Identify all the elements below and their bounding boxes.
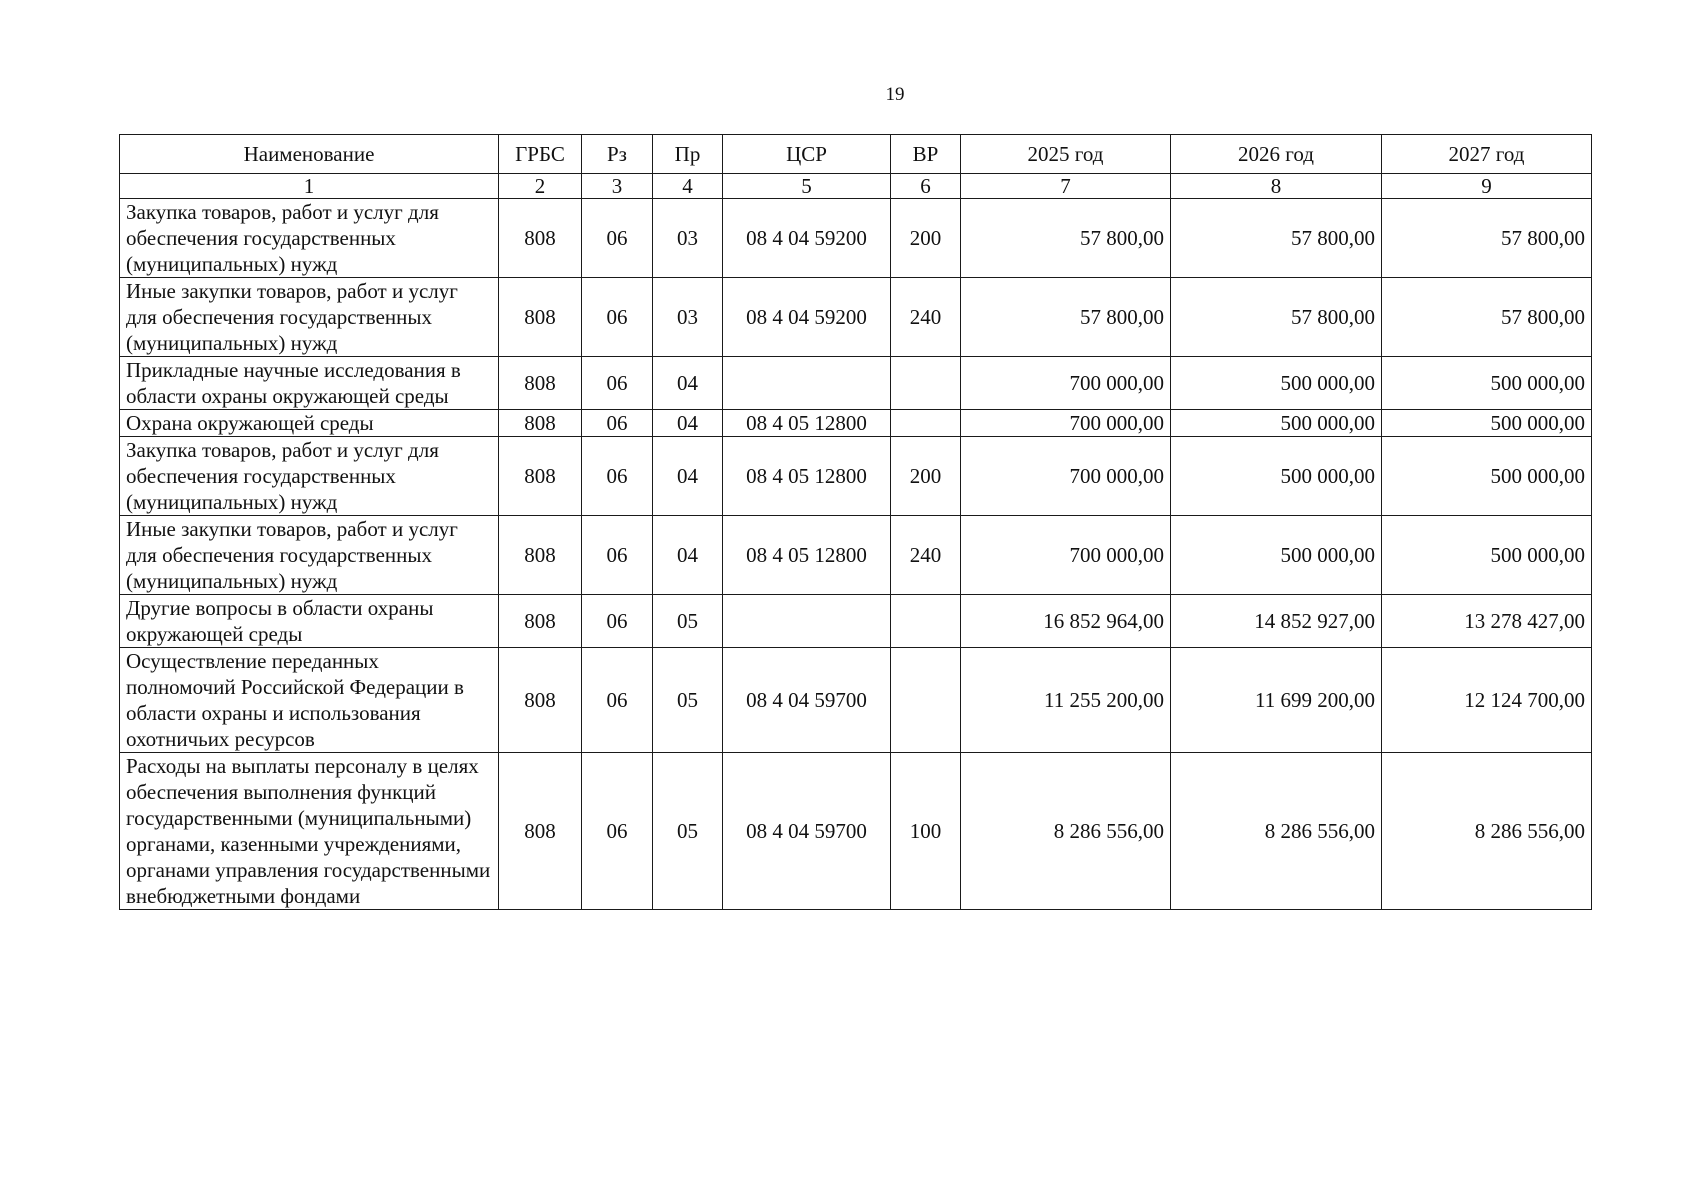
- cell-vr: [891, 357, 961, 410]
- cell-grbs: 808: [499, 357, 582, 410]
- column-number: 1: [120, 174, 499, 199]
- cell-csr: 08 4 04 59200: [723, 278, 891, 357]
- cell-rz: 06: [582, 437, 653, 516]
- cell-csr: 08 4 04 59700: [723, 753, 891, 910]
- cell-vr: 240: [891, 278, 961, 357]
- table-row: [120, 357, 1592, 410]
- cell-csr: 08 4 04 59700: [723, 648, 891, 753]
- header-pr: Пр: [653, 135, 723, 174]
- cell-rz: 06: [582, 753, 653, 910]
- cell-name: Другие вопросы в области охраны окружающей среды: [120, 595, 499, 648]
- table-row: [120, 199, 1592, 278]
- header-vr: ВР: [891, 135, 961, 174]
- cell-2026: 57 800,00: [1171, 199, 1382, 278]
- cell-2027: 500 000,00: [1382, 357, 1592, 410]
- cell-vr: [891, 648, 961, 753]
- cell-csr: [723, 595, 891, 648]
- cell-2027: 57 800,00: [1382, 278, 1592, 357]
- cell-grbs: 808: [499, 753, 582, 910]
- column-number: 6: [891, 174, 961, 199]
- cell-2026: 500 000,00: [1171, 437, 1382, 516]
- cell-2026: 11 699 200,00: [1171, 648, 1382, 753]
- budget-table: [119, 134, 1592, 910]
- column-number: 8: [1171, 174, 1382, 199]
- header-name: Наименование: [120, 135, 499, 174]
- cell-grbs: 808: [499, 516, 582, 595]
- cell-pr: 04: [653, 437, 723, 516]
- cell-rz: 06: [582, 278, 653, 357]
- cell-name: Расходы на выплаты персоналу в целях обеспечения выполнения функций государственными (муниципальными) органами, казенными учреждениями, органами управления государственными внебюджетными фондами: [120, 753, 499, 910]
- cell-2026: 500 000,00: [1171, 516, 1382, 595]
- cell-grbs: 808: [499, 437, 582, 516]
- cell-csr: [723, 357, 891, 410]
- header-2027: 2027 год: [1382, 135, 1592, 174]
- cell-grbs: 808: [499, 410, 582, 437]
- column-number: 3: [582, 174, 653, 199]
- column-number: 2: [499, 174, 582, 199]
- cell-csr: 08 4 05 12800: [723, 410, 891, 437]
- cell-pr: 05: [653, 648, 723, 753]
- header-2026: 2026 год: [1171, 135, 1382, 174]
- cell-2026: 57 800,00: [1171, 278, 1382, 357]
- cell-2025: 700 000,00: [961, 357, 1171, 410]
- cell-2026: 500 000,00: [1171, 357, 1382, 410]
- cell-rz: 06: [582, 410, 653, 437]
- cell-name: Прикладные научные исследования в области охраны окружающей среды: [120, 357, 499, 410]
- cell-rz: 06: [582, 199, 653, 278]
- cell-rz: 06: [582, 595, 653, 648]
- cell-2025: 16 852 964,00: [961, 595, 1171, 648]
- table-row: [120, 648, 1592, 753]
- cell-vr: 240: [891, 516, 961, 595]
- cell-2027: 8 286 556,00: [1382, 753, 1592, 910]
- header-rz: Рз: [582, 135, 653, 174]
- cell-2027: 500 000,00: [1382, 516, 1592, 595]
- table-row: [120, 753, 1592, 910]
- table-row: [120, 516, 1592, 595]
- cell-pr: 04: [653, 357, 723, 410]
- header-grbs: ГРБС: [499, 135, 582, 174]
- column-number-row: [120, 174, 1592, 199]
- cell-name: Закупка товаров, работ и услуг для обеспечения государственных (муниципальных) нужд: [120, 437, 499, 516]
- cell-pr: 05: [653, 595, 723, 648]
- cell-rz: 06: [582, 516, 653, 595]
- cell-csr: 08 4 05 12800: [723, 437, 891, 516]
- cell-grbs: 808: [499, 648, 582, 753]
- cell-2027: 500 000,00: [1382, 410, 1592, 437]
- cell-2025: 700 000,00: [961, 410, 1171, 437]
- cell-2027: 57 800,00: [1382, 199, 1592, 278]
- cell-2026: 500 000,00: [1171, 410, 1382, 437]
- cell-csr: 08 4 05 12800: [723, 516, 891, 595]
- column-number: 5: [723, 174, 891, 199]
- cell-name: Охрана окружающей среды: [120, 410, 499, 437]
- cell-vr: 200: [891, 199, 961, 278]
- cell-2025: 8 286 556,00: [961, 753, 1171, 910]
- cell-2027: 13 278 427,00: [1382, 595, 1592, 648]
- cell-vr: [891, 595, 961, 648]
- cell-2025: 700 000,00: [961, 437, 1171, 516]
- cell-pr: 03: [653, 278, 723, 357]
- column-number: 7: [961, 174, 1171, 199]
- table-row: [120, 278, 1592, 357]
- table-row: [120, 595, 1592, 648]
- cell-grbs: 808: [499, 595, 582, 648]
- cell-2027: 500 000,00: [1382, 437, 1592, 516]
- column-number: 4: [653, 174, 723, 199]
- page-number: 19: [885, 84, 905, 105]
- cell-pr: 05: [653, 753, 723, 910]
- column-number: 9: [1382, 174, 1592, 199]
- cell-2025: 700 000,00: [961, 516, 1171, 595]
- cell-name: Закупка товаров, работ и услуг для обеспечения государственных (муниципальных) нужд: [120, 199, 499, 278]
- cell-rz: 06: [582, 648, 653, 753]
- header-csr: ЦСР: [723, 135, 891, 174]
- cell-vr: 200: [891, 437, 961, 516]
- cell-2025: 57 800,00: [961, 199, 1171, 278]
- cell-2025: 57 800,00: [961, 278, 1171, 357]
- cell-grbs: 808: [499, 278, 582, 357]
- cell-name: Осуществление переданных полномочий Российской Федерации в области охраны и использования охотничьих ресурсов: [120, 648, 499, 753]
- table-row: [120, 410, 1592, 437]
- cell-csr: 08 4 04 59200: [723, 199, 891, 278]
- header-2025: 2025 год: [961, 135, 1171, 174]
- cell-vr: 100: [891, 753, 961, 910]
- table-row: [120, 437, 1592, 516]
- cell-2027: 12 124 700,00: [1382, 648, 1592, 753]
- cell-2026: 14 852 927,00: [1171, 595, 1382, 648]
- cell-vr: [891, 410, 961, 437]
- cell-pr: 04: [653, 516, 723, 595]
- cell-pr: 04: [653, 410, 723, 437]
- cell-name: Иные закупки товаров, работ и услуг для обеспечения государственных (муниципальных) нужд: [120, 278, 499, 357]
- cell-pr: 03: [653, 199, 723, 278]
- cell-name: Иные закупки товаров, работ и услуг для обеспечения государственных (муниципальных) нужд: [120, 516, 499, 595]
- cell-rz: 06: [582, 357, 653, 410]
- cell-grbs: 808: [499, 199, 582, 278]
- cell-2026: 8 286 556,00: [1171, 753, 1382, 910]
- cell-2025: 11 255 200,00: [961, 648, 1171, 753]
- header-row: [120, 135, 1592, 174]
